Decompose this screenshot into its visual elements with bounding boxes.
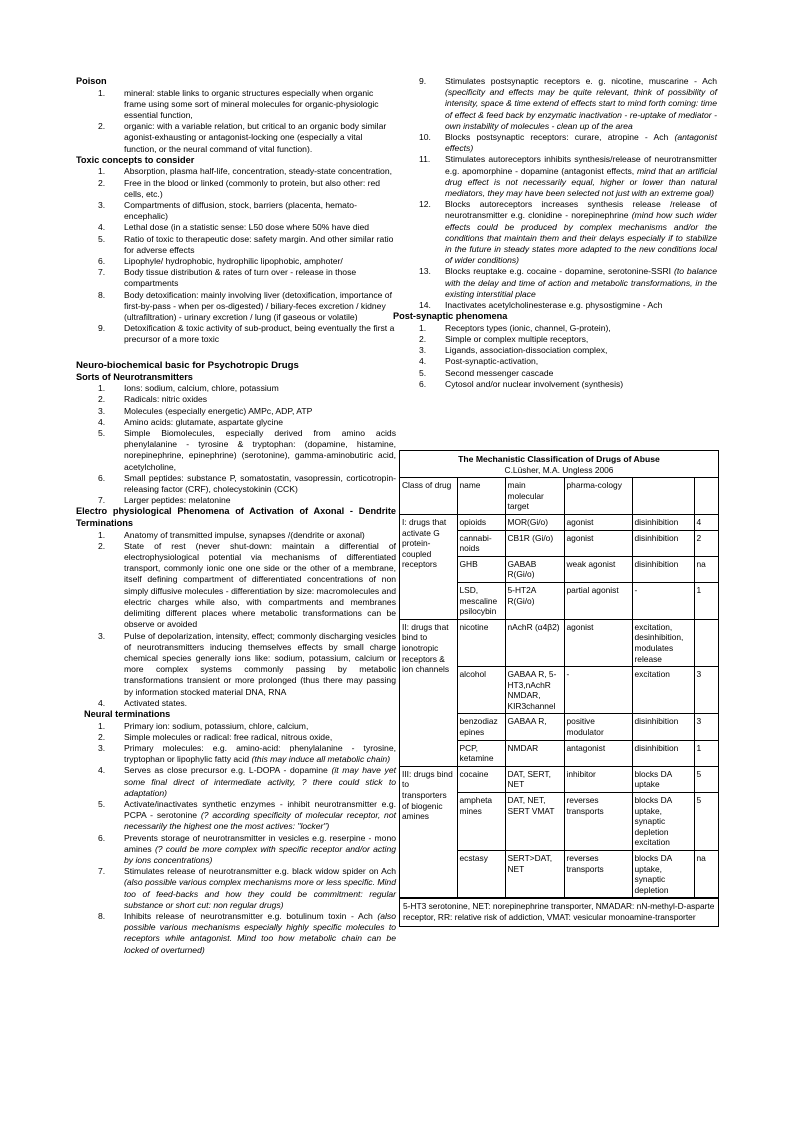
table-cell: agonist — [564, 514, 632, 530]
list-item — [76, 88, 396, 122]
item-number: 3. — [98, 742, 106, 753]
left-column — [76, 76, 396, 956]
poison-heading: Poison — [76, 76, 107, 86]
list-item — [76, 631, 396, 698]
list-item — [76, 541, 396, 631]
item-text: Stimulates release of neurotransmitter e.g. black widow spider on Ach — [124, 866, 396, 877]
item-number: 2. — [98, 540, 106, 551]
item-note: (? according specificity of molecular receptor, not necessarily the highest one the most actives: "locker") — [124, 810, 397, 832]
list-item — [76, 394, 396, 405]
list-item — [76, 383, 396, 394]
table-cell: GHB — [457, 556, 505, 582]
item-text: Compartments of diffusion, stock, barriers (placenta, hemato-encephalic) — [124, 200, 357, 222]
table-cell: positive modulator — [564, 714, 632, 740]
item-text: Stimulates postsynaptic receptors e. g. nicotine, muscarine - Ach — [445, 76, 717, 86]
table-header-cell: name — [457, 478, 505, 514]
list-item — [76, 178, 396, 200]
item-text: Free in the blood or linked (commonly to protein, but also other: red cells, etc.) — [124, 177, 381, 199]
list-item — [397, 266, 717, 300]
table-cell: nicotine — [457, 619, 505, 666]
item-text: mineral: stable links to organic structures especially when organic frame using some sort of mineral molecules for organic-physiologic essential function, — [124, 87, 379, 120]
toxic-concepts-heading: Toxic concepts to consider — [76, 154, 195, 165]
table-cell: nAchR (α4β2) — [505, 619, 564, 666]
electro-physiological-list — [76, 530, 396, 709]
item-note: (specificity and effects may be quite relevant, think of possibility of intensity, space & time extend of effects start to mind forth coming: time of effect & feed back by enzymatic inactivation - re-uptake of mediator - own instability of molecules - clean up of the area — [445, 87, 717, 131]
list-item — [76, 256, 396, 267]
item-number: 5. — [419, 367, 427, 378]
table-authors: C.Lüsher, M.A. Ungless 2006 — [504, 464, 614, 475]
list-item — [397, 334, 717, 345]
right-column — [393, 76, 718, 390]
item-number: 3. — [98, 405, 106, 416]
item-number: 6. — [98, 256, 106, 267]
item-number: 10. — [419, 132, 431, 143]
item-number: 6. — [419, 378, 427, 389]
list-item — [397, 132, 717, 154]
item-text: Receptors types (ionic, channel, G-protein), — [445, 322, 611, 333]
table-cell: partial agonist — [564, 582, 632, 619]
table-cell: reverses transports — [564, 793, 632, 851]
item-note: mind that an artificial drug effect is not necessarily equal, higher or lower than natural mediators, they may have been selected not just with an extreme goal) — [445, 165, 717, 199]
list-item — [76, 698, 396, 709]
item-text: Primary ion: sodium, potassium, chlore, calcium, — [124, 720, 309, 731]
table-cell: alcohol — [457, 667, 505, 714]
item-number: 2. — [98, 394, 106, 405]
item-number: 7. — [98, 495, 106, 506]
list-item — [76, 911, 396, 956]
item-note: (also possible various mechanisms especially highly specific molecules to receptors while antagonist. Mind too how metabolic chain can be locked of overturned) — [124, 910, 396, 955]
list-item — [76, 323, 396, 345]
table-row — [400, 514, 718, 530]
item-text: State of rest (never shut-down: maintain a differential of electrophysiological potential via mechanisms of differentiated transport, commonly ionic one one side or the other of a membrane, itself defining compartment of differentiated concentrations of non simply diffusive molecules - differentiation by size: macromolecules and electric charges while also, with compartments and membranes delimiting different places where metabolic transformations can be observe or avoided — [124, 540, 396, 630]
list-item — [76, 234, 396, 256]
table-cell: disinhibition — [632, 714, 694, 740]
item-note: (? could be more complex with specific receptor and/or acting by ions concentrations) — [124, 843, 397, 865]
table-cell: disinhibition — [632, 514, 694, 530]
item-text: Molecules (especially energetic) AMPc, ADP, ATP — [124, 405, 313, 416]
table-cell: antagonist — [564, 740, 632, 766]
item-text: Simple molecules or radical: free radical, nitrous oxide, — [124, 731, 333, 742]
item-text: Ratio of toxic to therapeutic dose: safety margin. And other similar ratio for adverse effects — [124, 233, 394, 255]
list-item — [76, 222, 396, 233]
table-cell: - — [564, 667, 632, 714]
table-cell: na — [694, 556, 718, 582]
classification-grid — [400, 478, 718, 898]
item-number: 3. — [419, 345, 427, 356]
list-item — [397, 345, 717, 356]
item-note: (mind how such wider effects could be produced by complex mechanisms and/or the conditions that maintain them and their delays especially if to stabilize in the future in steady states more adapted to the new conditions local of wider conditions) — [445, 210, 718, 266]
list-item — [76, 166, 396, 177]
electro-physiological-heading: Electro physiological Phenomena of Activation of Axonal - Dendrite Terminations — [76, 506, 396, 529]
item-text: Blocks autoreceptors increases synthesis release /release of neurotransmitter e.g. clonidine - norepinephrine — [445, 199, 717, 221]
drug-classification-table — [399, 450, 719, 927]
item-number: 1. — [98, 529, 106, 540]
table-cell: agonist — [564, 530, 632, 556]
item-number: 1. — [98, 720, 106, 731]
item-note: (also possible various complex mechanisms more or less specific. Mind too of feed-backs and how they could be commitment: regular substance or short cut: non regular drugs) — [124, 877, 396, 910]
item-number: 3. — [98, 630, 106, 641]
table-row — [400, 619, 718, 666]
item-text: Second messenger cascade — [445, 367, 554, 378]
table-cell: excitation, desinhibition, modulates release — [632, 619, 694, 666]
list-item — [76, 833, 396, 867]
table-cell: MOR(Gi/o) — [505, 514, 564, 530]
list-item — [76, 732, 396, 743]
table-cell: cocaine — [457, 766, 505, 792]
item-number: 11. — [419, 154, 431, 165]
item-number: 9. — [98, 323, 106, 334]
item-number: 7. — [98, 866, 106, 877]
table-cell: 2 — [694, 530, 718, 556]
item-text: Stimulates autoreceptors inhibits synthesis/release of neurotransmitter e.g. apomorphine - dopamine (antagonist effects, — [445, 154, 717, 176]
item-text: Cytosol and/or nuclear involvement (synthesis) — [445, 378, 624, 389]
list-item — [76, 530, 396, 541]
item-number: 14. — [419, 300, 431, 311]
table-cell: DAT, SERT, NET — [505, 766, 564, 792]
table-cell — [694, 619, 718, 666]
item-text: Inactivates acetylcholinesterase e.g. physostigmine - Ach — [445, 300, 663, 311]
list-item — [76, 799, 396, 833]
table-cell: na — [694, 851, 718, 898]
table-cell: DAT, NET, SERT VMAT — [505, 793, 564, 851]
table-cell: GABAA R, — [505, 714, 564, 740]
item-number: 5. — [98, 233, 106, 244]
item-text: Ligands, association-dissociation complex, — [445, 345, 608, 356]
list-item — [397, 323, 717, 334]
table-cell: reverses transports — [564, 851, 632, 898]
item-number: 5. — [98, 428, 106, 439]
list-item — [76, 765, 396, 799]
table-cell: weak agonist — [564, 556, 632, 582]
item-number: 2. — [98, 731, 106, 742]
item-text: Lipophyle/ hydrophobic, hydrophilic lipophobic, amphoter/ — [124, 256, 343, 267]
item-text: Inhibits release of neurotransmitter e.g. botulinum toxin - Ach — [124, 910, 373, 921]
item-note: (it may have yet some final direct of intermediate activity, ? there could stick to adaptation) — [124, 765, 397, 798]
list-item — [397, 300, 717, 311]
item-number: 4. — [98, 697, 106, 708]
item-text: Activate/inactivates synthetic enzymes - inhibit neurotransmitter e.g. PCPA - serotonine — [124, 798, 396, 821]
list-item — [397, 76, 717, 132]
list-item — [76, 743, 396, 765]
item-text: Body tissue distribution & rates of turn over - release in those compartments — [124, 267, 357, 289]
table-cell: disinhibition — [632, 530, 694, 556]
item-number: 2. — [98, 121, 106, 132]
table-cell: 5-HT2A R(Gi/o) — [505, 582, 564, 619]
table-cell: GABAA R, 5-HT3,nAchR NMDAR, KIR3channel — [505, 667, 564, 714]
item-text: Body detoxification: mainly involving liver (detoxification, importance of first-by-pass - when per os-digested) / biliary-feces excretion / kidney (ultrafiltration) - urinary excretion / lung (if gaseous or volatile) — [124, 289, 392, 323]
item-text: Serves as close precursor e.g. L-DOPA - dopamine — [124, 765, 328, 776]
list-item — [76, 495, 396, 506]
list-item — [76, 473, 396, 495]
item-text: Detoxification & toxic activity of sub-product, being eventually the first a precursor of a more toxic — [124, 323, 395, 345]
item-number: 4. — [419, 356, 427, 367]
item-number: 7. — [98, 267, 106, 278]
table-cell: CB1R (Gi/o) — [505, 530, 564, 556]
table-cell: GABAB R(Gi/o) — [505, 556, 564, 582]
list-item — [76, 417, 396, 428]
table-cell: SERT>DAT, NET — [505, 851, 564, 898]
item-text: Larger peptides: melatonine — [124, 495, 231, 506]
table-cell: LSD, mescaline psilocybin — [457, 582, 505, 619]
table-title: The Mechanistic Classification of Drugs of Abuse — [458, 454, 660, 464]
post-synaptic-heading: Post-synaptic phenomena — [393, 311, 508, 322]
item-text: Pulse of depolarization, intensity, effect; commonly discharging vesicles of neurotransmitters inducing themselves effects by small charge chemical species generally ions like: sodium, potassium, calcium or more complex systems commonly passing by metabolic transformations transient or more prolonged (thus there may passing by information stocked material DNA, RNA — [124, 630, 396, 697]
list-item — [76, 428, 396, 473]
table-cell: 1 — [694, 740, 718, 766]
drug-class-cell: II: drugs that bind to ionotropic receptors & ion channels — [400, 619, 457, 766]
table-cell: disinhibition — [632, 740, 694, 766]
table-cell: 3 — [694, 714, 718, 740]
item-text: Primary molecules: e.g. amino-acid: phenylalanine - tyrosine, tryptophan or lipophylic fatty acid — [124, 742, 396, 765]
table-header-cell: main molecular target — [505, 478, 564, 514]
table-cell: blocks DA uptake — [632, 766, 694, 792]
list-item — [76, 121, 396, 155]
table-cell: ampheta mines — [457, 793, 505, 851]
item-number: 1. — [98, 166, 106, 177]
item-number: 2. — [419, 334, 427, 345]
item-number: 13. — [419, 266, 431, 277]
item-note: (this may induce all metabolic chain) — [251, 754, 391, 765]
table-cell: PCP, ketamine — [457, 740, 505, 766]
item-number: 12. — [419, 199, 431, 210]
toxic-concepts-list — [76, 166, 396, 345]
table-cell: agonist — [564, 619, 632, 666]
item-number: 6. — [98, 832, 106, 843]
item-text: Blocks reuptake e.g. cocaine - dopamine, serotonine-SSRI — [445, 266, 672, 277]
neurotransmitter-sorts-list — [76, 383, 396, 506]
table-cell: disinhibition — [632, 556, 694, 582]
drug-class-cell: I: drugs that activate G protein-coupled receptors — [400, 514, 457, 619]
item-number: 4. — [98, 222, 106, 233]
list-item — [397, 379, 717, 390]
item-text: Simple or complex multiple receptors, — [445, 334, 589, 345]
item-text: Absorption, plasma half-life, concentration, steady-state concentration, — [124, 166, 392, 177]
item-text: Blocks postsynaptic receptors: curare, atropine - Ach — [445, 132, 669, 143]
table-cell: 1 — [694, 582, 718, 619]
item-text: Lethal dose (in a statistic sense: L50 dose where 50% have died — [124, 222, 370, 233]
item-number: 8. — [98, 289, 106, 300]
item-note: (to balance with the delay and time of action and metabolic transformations, in the existing interstitial place — [445, 266, 717, 299]
item-number: 1. — [98, 87, 106, 98]
item-text: Post-synaptic-activation, — [445, 356, 539, 367]
poison-list — [76, 88, 396, 155]
item-number: 5. — [98, 798, 106, 809]
list-item — [76, 200, 396, 222]
table-cell: cannabi-noids — [457, 530, 505, 556]
table-cell: inhibitor — [564, 766, 632, 792]
item-number: 6. — [98, 472, 106, 483]
item-number: 2. — [98, 177, 106, 188]
item-number: 1. — [98, 383, 106, 394]
table-cell: excitation — [632, 667, 694, 714]
post-synaptic-list — [397, 323, 717, 390]
list-item — [397, 356, 717, 367]
list-item — [76, 267, 396, 289]
table-cell: opioids — [457, 514, 505, 530]
item-number: 4. — [98, 416, 106, 427]
table-cell: blocks DA uptake, synaptic depletion — [632, 851, 694, 898]
item-number: 8. — [98, 910, 106, 921]
table-header-cell — [632, 478, 694, 514]
item-text: Amino acids: glutamate, aspartate glycine — [124, 416, 284, 427]
table-cell: 4 — [694, 514, 718, 530]
list-item — [397, 154, 717, 199]
list-item — [76, 721, 396, 732]
item-number: 9. — [419, 76, 427, 86]
list-item — [397, 368, 717, 379]
item-note: (antagonist effects) — [445, 132, 717, 154]
table-header-cell — [694, 478, 718, 514]
table-header-row — [400, 478, 718, 514]
table-cell: ecstasy — [457, 851, 505, 898]
item-text: organic: with a variable relation, but critical to an organic body similar agonist-exhausting or antagonist-locking one (especially a vital function, or the neural command of vital function). — [124, 121, 387, 154]
table-cell: 3 — [694, 667, 718, 714]
table-footnote: 5-HT3 serotonine, NET: norepinephrine transporter, NMADAR: nN-methyl-D-asparte receptor, RR: relative risk of addiction, VMAT: vesicular monoamine-transporter — [400, 898, 718, 925]
table-caption — [400, 451, 718, 478]
item-text: Simple Biomolecules, especially derived from amino acids phenylalanine - tyrosine & tryptophan: (dopamine, histamine, norepinephrine, epinephrine) (serotonine), gamma-aminobutiric acid, acetylcholine, — [124, 428, 396, 472]
item-text: Radicals: nitric oxides — [124, 394, 208, 405]
drug-class-cell: III: drugs bind to transporters of biogenic amines — [400, 766, 457, 898]
table-row — [400, 766, 718, 792]
table-header-cell: Class of drug — [400, 478, 457, 514]
neuro-biochemical-heading: Neuro-biochemical basic for Psychotropic Drugs — [76, 359, 299, 371]
table-cell: 5 — [694, 793, 718, 851]
list-item — [76, 406, 396, 417]
table-cell: benzodiaz epines — [457, 714, 505, 740]
item-text: Small peptides: substance P, somatostatin, vasopressin, corticotropin-releasing factor (CRF), cholecystokinin (CCK) — [124, 472, 396, 495]
item-text: Anatomy of transmitted impulse, synapses /(dendrite or axonal) — [124, 529, 365, 540]
list-item — [76, 866, 396, 911]
item-number: 1. — [419, 322, 427, 333]
list-item — [397, 199, 717, 266]
table-cell: 5 — [694, 766, 718, 792]
table-header-cell: pharma-cology — [564, 478, 632, 514]
neural-terminations-continued-list — [397, 76, 717, 311]
neural-terminations-heading: Neural terminations — [84, 708, 171, 719]
item-text: Activated states. — [124, 697, 188, 708]
sorts-of-neurotransmitters-heading: Sorts of Neurotransmitters — [76, 371, 193, 382]
table-cell: NMDAR — [505, 740, 564, 766]
item-text: Prevents storage of neurotransmitter in vesicles e.g. reserpine - mono amines — [124, 832, 396, 854]
table-cell: blocks DA uptake, synaptic depletion excitation — [632, 793, 694, 851]
table-cell: - — [632, 582, 694, 619]
item-number: 3. — [98, 200, 106, 211]
item-number: 4. — [98, 765, 106, 776]
item-text: Ions: sodium, calcium, chlore, potassium — [124, 383, 279, 394]
neural-terminations-list — [76, 721, 396, 956]
list-item — [76, 290, 396, 324]
